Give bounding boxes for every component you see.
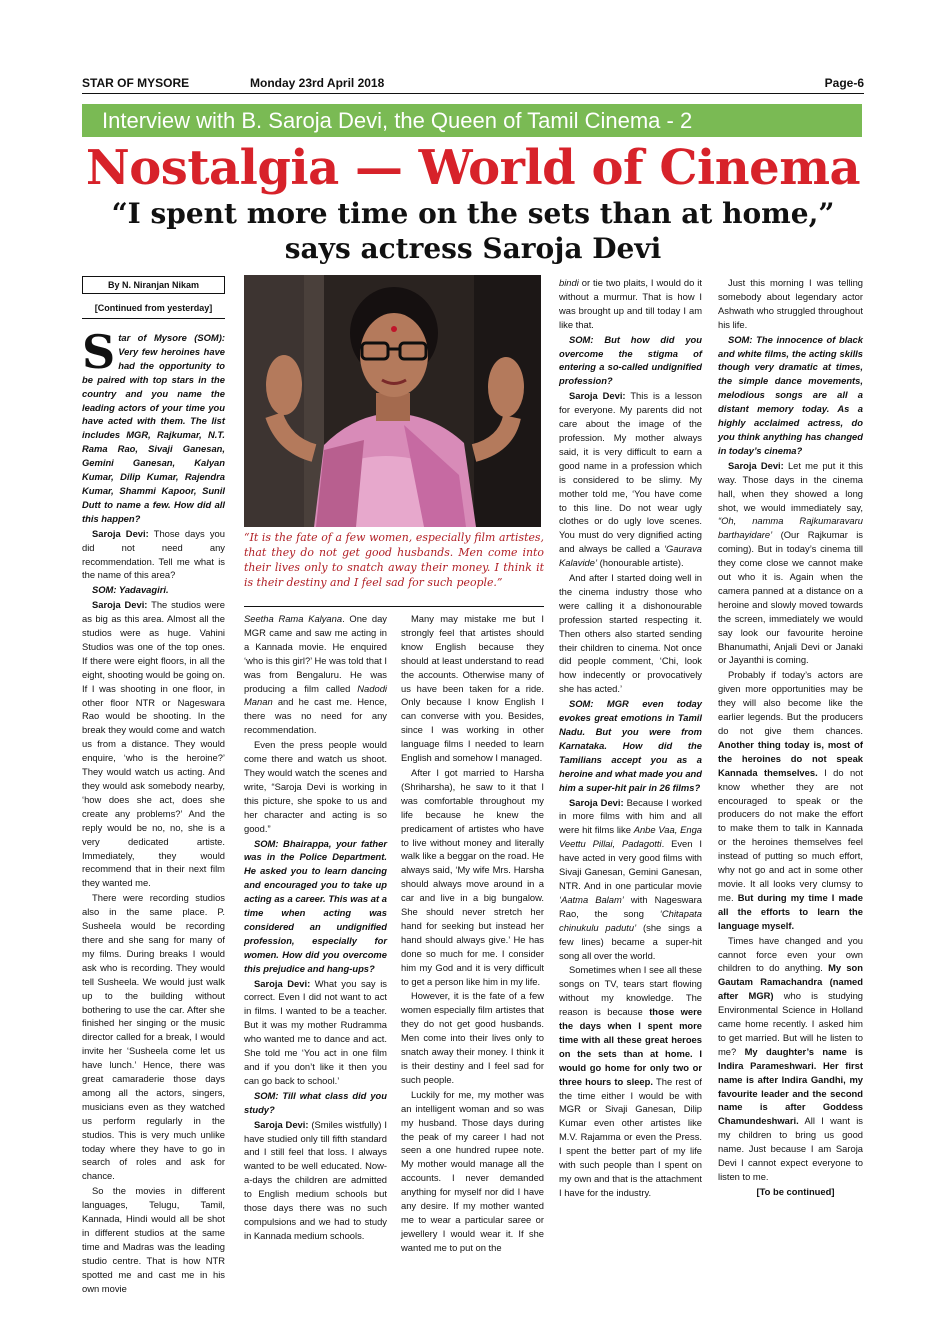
issue-date: Monday 23rd April 2018 [250,76,385,90]
portrait-photo-icon [244,275,541,527]
article-question: SOM: Bhairappa, your father was in the Police Department. He asked you to learn dancing and encouraged you to take up acting as a career. This was at a time when acting was considered an undignified profession, especially for women. How did you overcome this prejudice and hang-ups? [244,837,387,974]
article-paragraph: And after I started doing well in the cinema industry those who were calling it a dishonourable profession started respecting it. Then others also started sending their children to cinema. Not once did people comment, ‘Chi, look how indecently or provocatively she has acted.’ [559,572,702,695]
article-question: SOM: The innocence of black and white films, the acting skills though very dramatic at times, the simple dance movements, melodious songs are all a distant memory today. As a highly acclaimed actress, do you think anything has changed in today’s cinema? [718,333,863,456]
publication-name: STAR OF MYSORE [82,76,190,90]
page-number: Page-6 [824,76,864,90]
byline-rule [82,318,225,319]
article-paragraph: Even the press people would come there and watch us shoot. They would watch the scenes and write, “Saroja Devi is working in this picture, she spoke to us and her character and acting is so good.” [244,739,387,834]
pull-quote-rule [244,606,544,607]
article-question: SOM: Yadavagiri. [92,584,169,596]
article-paragraph: Star of Mysore (SOM): Very few heroines have had the opportunity to be paired with top stars in the country and you name the leading actors of your time you have acted with them. The list includes MGR, Rajkumar, N.T. Rama Rao, Sivaji Ganesan, Gemini Ganesan, Kalyan Kumar, Dilip Kumar, Rajendra Kumar, Shammi Kapoor, Sunil Dutt to name a few. How did all this happen? [82,325,225,524]
article-question: SOM: Till what class did you study? [244,1089,387,1115]
series-banner: Interview with B. Saroja Devi, the Queen of Tamil Cinema - 2 [82,104,862,137]
article-column-4 [559,276,702,1201]
article-paragraph: Sometimes when I see all these songs on TV, tears start flowing without my knowledge. The reason is because those were the days when I spent more time with all these great heroes on the sets than at home. I would go home for only two or three hours to sleep. The rest of the time either I would be with MGR or Sivaji Ganesan, Dilip Kumar even other artistes like M.V. Rajamma or even the Press. I spent the better part of my life with such people than I spent on my own and that is the attachment I have for the industry. [559,964,702,1198]
article-column-3 [401,612,544,1256]
article-paragraph: Probably if today’s actors are given more opportunities may be they will also become like the earlier legends. But the producers do not give them chances. Another thing today is, most of the heroines do not speak Kannada themselves. I do not know whether they are not encouraged to speak or the producers do not make the effort to make them to talk in Kannada or the heroines themselves feel instead of putting so much effort, why not go and act in some other movie. It all looks very clumsy to me. But during my time I made all the efforts to learn the language myself. [718,669,863,931]
end-note: [To be continued] [756,1185,835,1197]
masthead [82,76,864,92]
article-paragraph: Luckily for me, my mother was an intelligent woman and so was my husband. Those days during the peak of my career I had not seen a one hundred rupee note. My mother would manage all the accounts. I never demanded anything for myself nor did I have any desire. If my mother wanted me to wear a particular saree or jewellery I would wear it. If she wanted me to put on the [401,1088,544,1253]
article-paragraph: Times have changed and you cannot force even your own children to do anything. My son Gautam Ramachandra (named after MGR) who is studying Environmental Science in Holland came home recently. I asked him to get married. But will he listen to me? My daughter’s name is Indira Parameshwari. Her first name is after Indira Gandhi, my favourite leader and the second name is after Goddess Chamundeshwari. All I want is my children to bring us good name. Just because I am Saroja Devi I cannot expect everyone to listen to me. [718,934,864,1182]
headline: Nostalgia — World of Cinema [85,140,861,196]
article-paragraph: There were recording studios also in the same place. P. Susheela would be recording there and she sang for many of my films. During breaks I would ask who is recording. They would tell Susheela. We would just walk up to the building without bothering to use the car. After she finished her singing or the music director called for a break, I would invite her ‘Susheela come let us have lunch.’ Hence, there was great camaraderie those days among all the actors, singers, musicians even as they watched us perform regularly in the studios. This is very much unlike today where they have to go in search of roles and ask for chance. [82,892,225,1182]
article-paragraph: Saroja Devi: (Smiles wistfully) I have studied only till fifth standard and I still feel that loss. I always wanted to be well educated. Now-a-days the children are admitted to English medium schools but those days there was no such compulsions and we had to study in Kannada medium schools. [244,1118,387,1241]
article-column-2 [244,612,387,1244]
drop-cap: S [82,325,116,379]
article-paragraph: Saroja Devi: This is a lesson for everyone. My parents did not care about the image of the profession. My mother always said, it is very difficult to earn a good name in a profession which is considered to be slimy. My mother told me, ‘You have come to this line. Do not wear ugly clothes or do ugly love scenes. You must do very dignified acting and always be called a ‘Gaurava Kalavide’ (honourable artiste). [559,390,702,569]
article-paragraph: Saroja Devi: What you say is correct. Even I did not want to act in films. I wanted to be a teacher. But it was my mother Rudramma who wanted me to dance and act. She told me ‘You act in one film and if you don’t like it then you can go back to school.’ [244,977,387,1086]
article-column-1 [82,325,225,1297]
article-paragraph: Saroja Devi: The studios were as big as this area. Almost all the studios were as huge. Vahini Studios was one of the top ones. If there were eight floors, in all the eight, shooting would be going on. If I was shooting in one floor, in other floor NTR or Nageswara Rao would be shooting. In the break they would come and watch us from a distance. They would enquire, ‘who is the heroine?’ They would watch us acting. And they would ask somebody nearby, ‘how does she act, does she create any problems?’ And the reply would be no, no, she is a very dedicated artiste. Immediately, they would recommend that in their next film they wanted me. [82,599,225,889]
article-paragraph: Saroja Devi: Those days you did not need any recommendation. Tell me what is the name of this area? [82,527,225,581]
article-paragraph: bindi or tie two plaits, I would do it without a murmur. That is how I was brought up and till today I am like that. [559,277,702,330]
article-paragraph: So the movies in different languages, Telugu, Tamil, Kannada, Hindi would all be shot in different studios at the same time and Madras was the leading studio centre. That is how NTR spotted me and cast me in his own movie [82,1185,225,1294]
article-paragraph: Many may mistake me but I strongly feel that artistes should know English because they should at least understand to read the accounts. Otherwise many of us have been taken for a ride. Only because I know English I can converse with you. Besides, since I was working in other language films I needed to learn English and somehow I managed. [401,613,544,764]
continued-note: [Continued from yesterday] [94,303,213,313]
subheadline-line-2: says actress Saroja Devi [284,232,662,265]
article-question: SOM: MGR even today evokes great emotions in Tamil Nadu. But you were from Karnataka. How did the Tamilians accept you as a heroine and what made you and him a super-hit pair in 26 films? [559,698,702,793]
subheadline [82,196,864,266]
article-paragraph: Just this morning I was telling somebody about legendary actor Ashwath who struggled throughout his life. [718,277,863,330]
article-column-5 [718,276,863,1200]
article-paragraph: Saroja Devi: Let me put it this way. Those days in the cinema hall, when they showed a long shot, we would immediately say, “Oh, namma Rajkumaravaru barthayidare’ (Our Rajkumar is coming). But in today’s cinema till they come close we cannot make out who it is. Again when the camera panned at a distance on a heroine and slowly moved towards the screen, immediately we would say look our favourite heroine Bhanumathi, Anjali Devi or Janaki or Jayanthi is coming. [718,459,863,666]
article-paragraph: However, it is the fate of a few women especially film artistes that they do not get good husbands. Men come into their lives only to snatch away their money. I think it is their destiny and I feel sad for such people. [401,990,544,1085]
pull-quote: “It is the fate of a few women, especially film artistes, that they do not get good husbands. Men come into their lives only to snatch away their money. I think it is their destiny and I feel sad for such people.” [244,531,544,589]
subheadline-line-1: “I spent more time on the sets than at home,” [111,197,835,230]
article-question: SOM: But how did you overcome the stigma of entering a so-called undignified profession? [559,333,702,387]
byline: By N. Niranjan Nikam [82,276,225,294]
article-paragraph: Seetha Rama Kalyana. One day MGR came and saw me acting in a Kannada movie. He enquired ‘who is this girl?’ He was told that I was from Bengaluru. He was producing a film called Nadodi Manan and he cast me. Hence, there was no need for any recommendation. [244,613,387,736]
article-paragraph: Saroja Devi: Because I worked in more films with him and all were hit films like Anbe Vaa, Enga Veettu Pillai, Padagotti. Even I have acted in very good films with Sivaji Ganesan, Gemini Ganesan, NTR. And in one particular movie ‘Aatma Balam’ with Nageswara Rao, the song ‘Chitapata chinukulu padutu’ (she sings a few lines) became a super-hit song all over the world. [559,796,702,961]
masthead-rule [82,93,864,94]
article-paragraph: After I got married to Harsha (Shriharsha), he saw to it that I was comfortable throughout my life because he knew the predicament of artistes who have to live without money and literally walk like a beggar on the road. He always said, ‘My wife Mrs. Harsha should always move around in a car and live in a big bungalow. She should never stretch her hand for seeking but instead her hand should always give.’ He has done so much for me. I consider him my God and it is very difficult to get a person like him in my life. [401,766,544,987]
portrait-photo [244,275,541,527]
